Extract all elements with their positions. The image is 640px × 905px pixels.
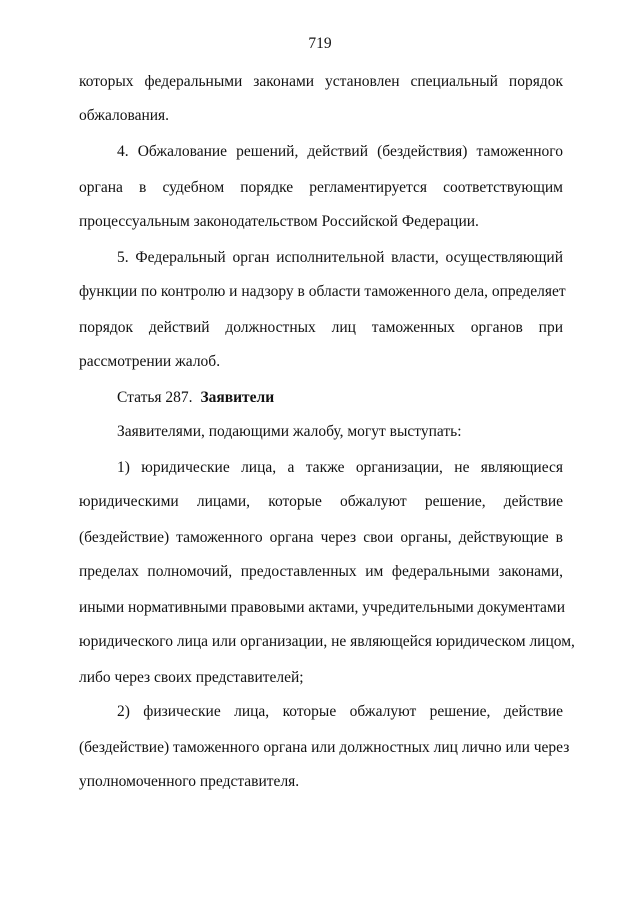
article-heading xyxy=(117,388,563,408)
text-line: юридическими лицами, которые обжалуют решение, действие xyxy=(79,493,563,510)
text-line: иными нормативными правовыми актами, учредительными документами xyxy=(79,599,566,616)
item-1-line: 1) юридические лица, а также организации, не являющиеся xyxy=(117,459,563,476)
text-line: пределах полномочий, предоставленных им федеральными законами, xyxy=(79,563,563,580)
text-line: либо через своих представителей; xyxy=(79,669,304,686)
text-line: которых федеральными законами установлен специальный порядок xyxy=(79,73,563,90)
item-2-line: 2) физические лица, которые обжалуют решение, действие xyxy=(117,703,563,720)
text-line: уполномоченного представителя. xyxy=(79,773,300,790)
text-line: порядок действий должностных лиц таможенных органов при xyxy=(79,319,563,336)
article-number: Статья 287. xyxy=(117,389,193,406)
text-line: функции по контролю и надзору в области таможенного дела, определяет xyxy=(79,283,566,300)
article-title: Заявители xyxy=(200,389,275,406)
text-line: рассмотрении жалоб. xyxy=(79,353,221,370)
page-number: 719 xyxy=(308,35,332,52)
paragraph-4-line: 4. Обжалование решений, действий (бездействия) таможенного xyxy=(117,143,563,160)
text-line: обжалования. xyxy=(79,107,170,124)
text-line: Заявителями, подающими жалобу, могут выступать: xyxy=(117,423,462,440)
text-line: (бездействие) таможенного органа через свои органы, действующие в xyxy=(79,529,563,546)
text-line: юридического лица или организации, не являющейся юридическом лицом, xyxy=(79,633,575,650)
text-line: процессуальным законодательством Российской Федерации. xyxy=(79,213,479,230)
text-line: органа в судебном порядке регламентируется соответствующим xyxy=(79,179,563,196)
paragraph-5-line: 5. Федеральный орган исполнительной власти, осуществляющий xyxy=(117,249,563,266)
text-line: (бездействие) таможенного органа или должностных лиц лично или через xyxy=(79,739,570,756)
